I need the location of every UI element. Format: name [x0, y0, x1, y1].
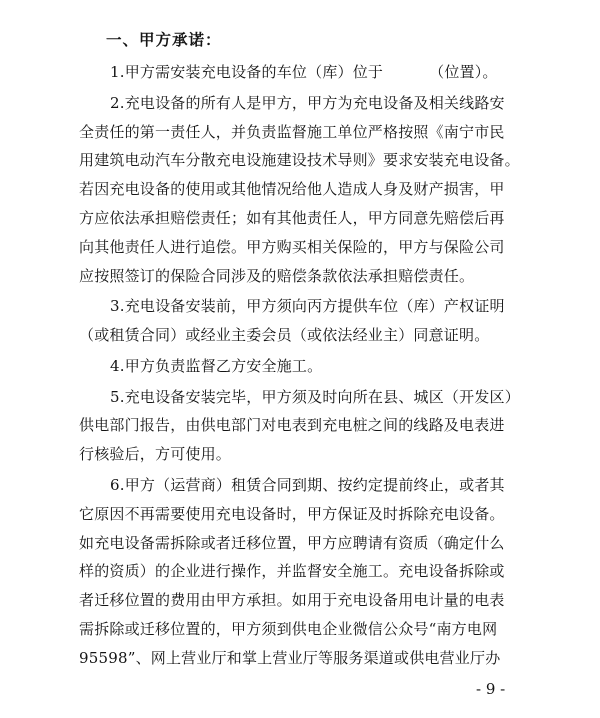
clause-6-line-7: 95598”、网上营业厅和掌上营业厅等服务渠道或供电营业厅办	[79, 649, 501, 667]
clause-6-line-3: 如充电设备需拆除或者迁移位置，甲方应聘请有资质（确定什么	[79, 533, 505, 552]
clause-1-line	[110, 62, 498, 82]
clause-6-line-4: 样的资质）的企业进行操作，并监督安全施工。充电设备拆除或	[79, 562, 505, 581]
clause-2-line-6: 向其他责任人进行追偿。甲方购买相关保险的，甲方与保险公司	[79, 237, 505, 256]
clause-5-line-3: 行核验后，方可使用。	[79, 445, 232, 464]
clause-6-line-5: 者迁移位置的费用由甲方承担。如用于充电设备用电计量的电表	[79, 591, 505, 610]
clause-1-suffix: （位置）。	[429, 63, 498, 81]
page-number: - 9 -	[476, 680, 506, 698]
clause-1-text: 1.甲方需安装充电设备的车位（库）位于	[110, 63, 384, 81]
clause-6-line-2: 它原因不再需要使用充电设备时，甲方保证及时拆除充电设备。	[79, 504, 505, 523]
clause-2-line-3: 用建筑电动汽车分散充电设施建设技术导则》要求安装充电设备。	[79, 151, 520, 170]
section-heading: 一、甲方承诺：	[106, 31, 222, 49]
clause-2-line-7: 应按照签订的保险合同涉及的赔偿条款依法承担赔偿责任。	[79, 266, 475, 285]
clause-2-line-1: 2.充电设备的所有人是甲方，甲方为充电设备及相关线路安	[110, 93, 505, 112]
clause-2-line-4: 若因充电设备的使用或其他情况给他人造成人身及财产损害，甲	[79, 180, 505, 199]
clause-5-line-2: 供电部门报告，由供电部门对电表到充电桩之间的线路及电表进	[79, 416, 505, 435]
clause-4-line-1: 4.甲方负责监督乙方安全施工。	[110, 356, 323, 375]
clause-3-line-1: 3.充电设备安装前，甲方须向丙方提供车位（库）产权证明	[110, 297, 505, 316]
clause-5-line-1: 5.充电设备安装完毕，甲方须及时向所在县、城区（开发区）	[110, 387, 520, 406]
clause-6-line-1: 6.甲方（运营商）租赁合同到期、按约定提前终止，或者其	[110, 475, 505, 494]
clause-2-line-2: 全责任的第一责任人，并负责监督施工单位严格按照《南宁市民	[79, 122, 505, 141]
clause-6-line-6: 需拆除或迁移位置的，甲方须到供电企业微信公众号“南方电网	[79, 620, 498, 639]
clause-3-line-2: （或租赁合同）或经业主委会员（或依法经业主）同意证明。	[79, 326, 490, 345]
clause-2-line-5: 方应依法承担赔偿责任；如有其他责任人，甲方同意先赔偿后再	[79, 209, 505, 228]
